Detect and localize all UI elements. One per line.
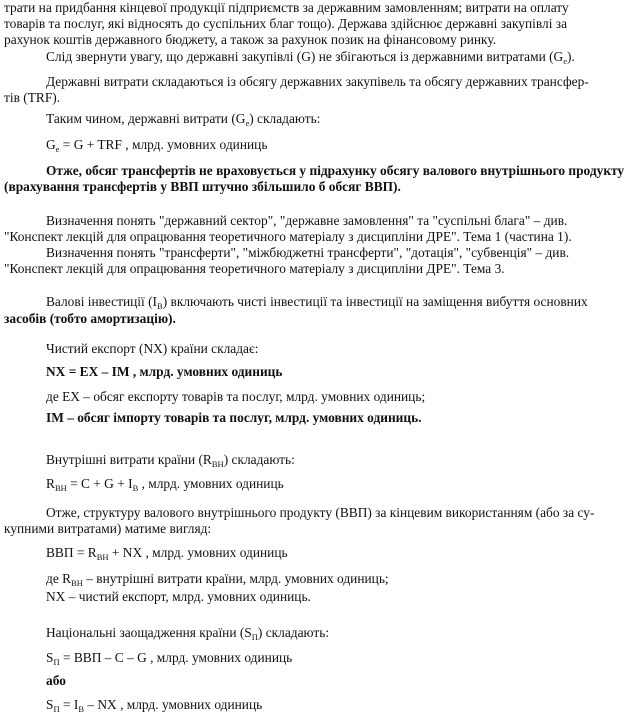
formula-domestic-spending: $R_{ВН} = C + G + I_В$ , млрд. умовних одиниць — [46, 476, 284, 493]
text-line: Внутрішні витрати країни $(R_{ВН})$ складають: — [46, 452, 295, 469]
text-line: рахунок коштів державного бюджету, а також за рахунок позик на фінансовому ринку. — [4, 32, 497, 47]
text-line: де EX – обсяг експорту товарів та послуг, млрд. умовних одиниць; — [46, 389, 426, 404]
text-line: (врахування трансфертів у ВВП штучно збільшило б обсяг ВВП). — [4, 179, 401, 194]
text-line: "Конспект лекцій для опрацювання теоретичного матеріалу з дисципліни ДРЕ". Тема 3. — [4, 261, 505, 276]
text-line: Національні заощадження країни $(S_П)$ складають: — [46, 625, 330, 642]
formula-net-exports: NX = EX – IM , млрд. умовних одиниць — [46, 364, 283, 379]
text-line: засобів (тобто амортизацію). — [4, 311, 176, 326]
text-line: Отже, структуру валового внутрішнього продукту (ВВП) за кінцевим використанням (або за су- — [46, 505, 595, 520]
text-line: Слід звернути увагу, що державні закупівлі (G) не збігаються із державними витратами $(G_e)$. — [46, 49, 575, 66]
text-line: IM – обсяг імпорту товарів та послуг, млрд. умовних одиниць. — [46, 410, 422, 425]
formula-government-spending: $G_e = G$ + TRF , млрд. умовних одиниць — [46, 137, 268, 154]
text-line: Визначення понять "державний сектор", "державне замовлення" та "суспільні блага" – див. — [46, 213, 568, 228]
text-line: трати на придбання кінцевої продукції підприємств за державним замовленням; витрати на оплату — [4, 0, 569, 15]
text-line: Таким чином, державні витрати $(G_e)$ складають: — [46, 111, 321, 128]
text-line: "Конспект лекцій для опрацювання теоретичного матеріалу з дисципліни ДРЕ". Тема 1 (частина 1). — [4, 229, 572, 244]
text-line: Отже, обсяг трансфертів не враховується у підрахунку обсягу валового внутрішнього продукту — [46, 163, 624, 178]
text-line: товарів та послуг, які відносять до суспільних благ тощо). Держава здійснює державні закупівлі за — [4, 16, 568, 31]
formula-national-savings-alt: $S_П = I_В$ – NX , млрд. умовних одиниць — [46, 697, 263, 714]
text-line: де $R_{ВН}$ – внутрішні витрати країни, млрд. умовних одиниць; — [46, 571, 389, 588]
text-line: Чистий експорт (NX) країни складає: — [46, 341, 259, 356]
text-line: Державні витрати складаються із обсягу державних закупівель та обсягу державних трансфер- — [46, 74, 589, 89]
text-line: або — [46, 673, 66, 688]
text-line: купними витратами) матиме вигляд: — [4, 521, 212, 536]
formula-national-savings: $S_П$ = ВВП – C – G , млрд. умовних одиниць — [46, 650, 293, 667]
text-line: NX – чистий експорт, млрд. умовних одиниць. — [46, 589, 311, 604]
formula-gdp: ВВП = $R_{ВН}$ + NX , млрд. умовних одиниць — [46, 545, 288, 562]
text-line: тів (TRF). — [4, 90, 61, 105]
text-line: Валові інвестиції $(I_В)$ включають чисті інвестиції та інвестиції на заміщення вибуття основних — [46, 294, 588, 311]
text-line: Визначення понять "трансферти", "міжбюджетні трансферти", "дотація", "субвенція" – див. — [46, 245, 570, 260]
